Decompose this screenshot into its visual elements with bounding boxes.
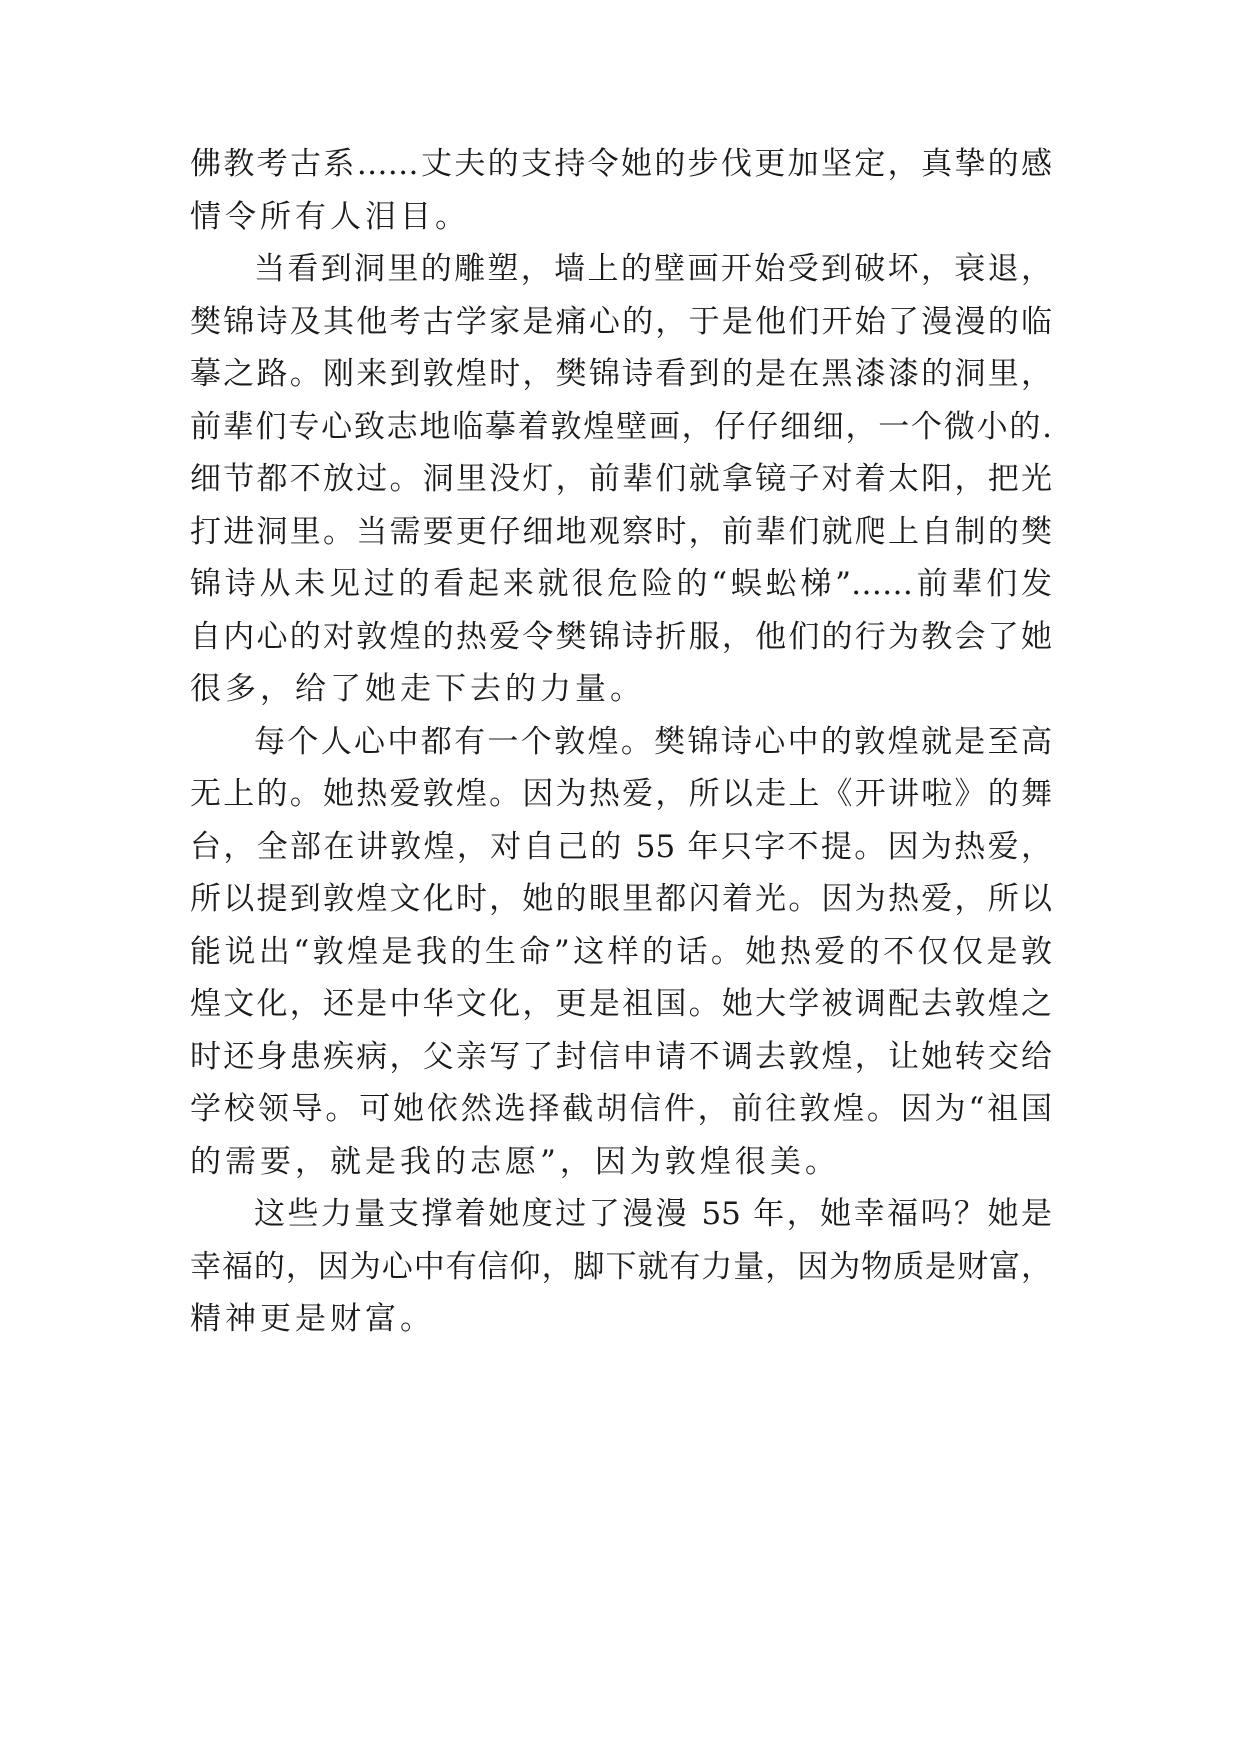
- text-line: 摹之路。刚来到敦煌时，樊锦诗看到的是在黑漆漆的洞里，: [190, 356, 1052, 392]
- text-line: 细节都不放过。洞里没灯，前辈们就拿镜子对着太阳，把光: [190, 461, 1052, 497]
- text-line: 精神更是财富。: [190, 1301, 435, 1337]
- text-line: 每个人心中都有一个敦煌。樊锦诗心中的敦煌就是至高: [254, 723, 1052, 760]
- paragraph-3: [190, 716, 1052, 1189]
- text-line: 佛教考古系……丈夫的支持令她的步伐更加坚定，真挚的感: [190, 146, 1052, 182]
- body-text: [190, 138, 1052, 1346]
- text-line: 当看到洞里的雕塑，墙上的壁画开始受到破坏，衰退，: [254, 251, 1052, 287]
- text-line: 时还身患疾病，父亲写了封信申请不调去敦煌，让她转交给: [190, 1038, 1052, 1075]
- text-line: 幸福的，因为心中有信仰，脚下就有力量，因为物质是财富，: [190, 1248, 1052, 1285]
- text-line: 自内心的对敦煌的热爱令樊锦诗折服，他们的行为教会了她: [190, 618, 1052, 655]
- text-line: 情令所有人泪目。: [190, 198, 470, 235]
- text-line: 学校领导。可她依然选择截胡信件，前往敦煌。因为“祖国: [190, 1091, 1052, 1127]
- text-line: 锦诗从未见过的看起来就很危险的“蜈蚣梯”……前辈们发: [190, 566, 1052, 602]
- text-line: 的需要，就是我的志愿”，因为敦煌很美。: [190, 1143, 840, 1180]
- text-line: 能说出“敦煌是我的生命”这样的话。她热爱的不仅仅是敦: [190, 933, 1052, 970]
- text-line: 很多，给了她走下去的力量。: [190, 671, 645, 707]
- text-line: 台，全部在讲敦煌，对自己的 55 年只字不提。因为热爱，: [190, 828, 1052, 865]
- text-line: 所以提到敦煌文化时，她的眼里都闪着光。因为热爱，所以: [190, 881, 1052, 917]
- text-line: 前辈们专心致志地临摹着敦煌壁画，仔仔细细，一个微小的.: [190, 408, 1052, 445]
- paragraph-1: [190, 138, 1052, 243]
- text-line: 煌文化，还是中华文化，更是祖国。她大学被调配去敦煌之: [190, 986, 1052, 1022]
- paragraph-2: [190, 243, 1052, 716]
- text-line: 这些力量支撑着她度过了漫漫 55 年，她幸福吗？她是: [254, 1196, 1052, 1232]
- text-line: 樊锦诗及其他考古学家是痛心的，于是他们开始了漫漫的临: [190, 303, 1052, 340]
- paragraph-4: [190, 1188, 1052, 1346]
- text-line: 无上的。她热爱敦煌。因为热爱，所以走上《开讲啦》的舞: [190, 776, 1052, 812]
- text-line: 打进洞里。当需要更仔细地观察时，前辈们就爬上自制的樊: [190, 513, 1052, 550]
